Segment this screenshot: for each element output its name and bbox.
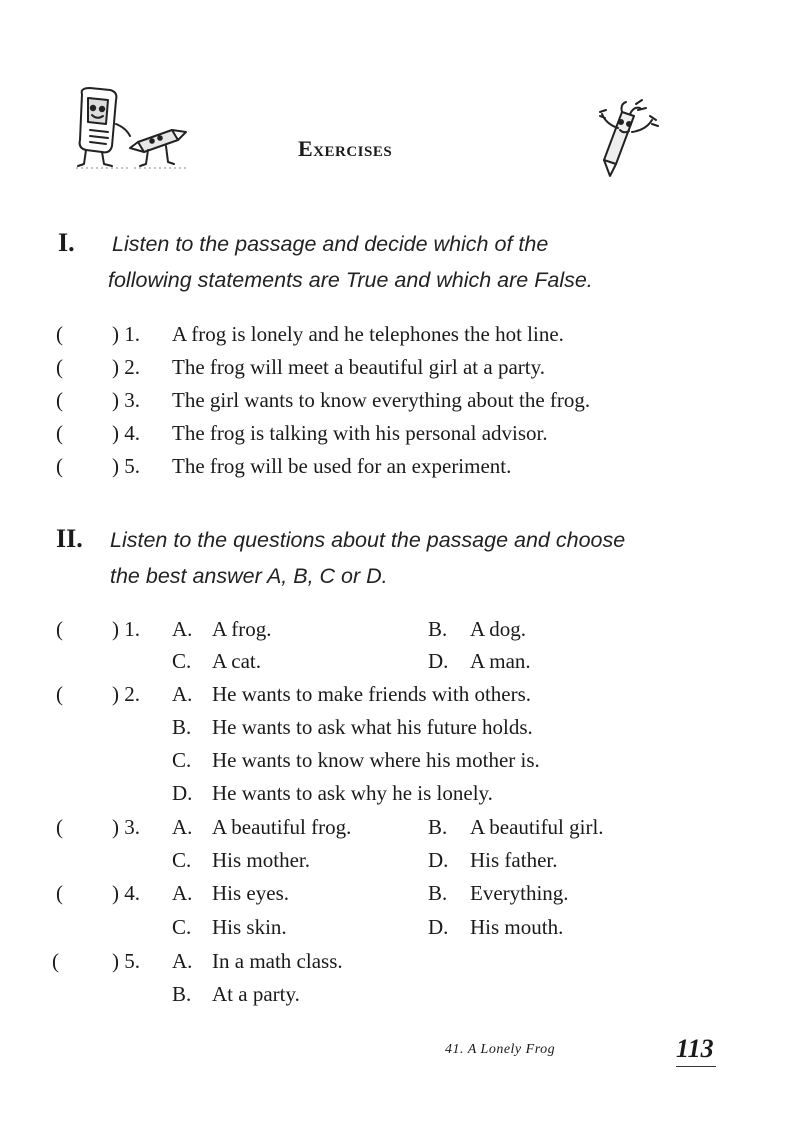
option-text: A man. [470, 649, 531, 673]
statement-text: The girl wants to know everything about the frog. [172, 388, 591, 412]
item-number: ) 5. [112, 454, 140, 478]
option-text: A beautiful frog. [212, 815, 352, 839]
question-number: ) 5. [112, 949, 140, 973]
option-label: A. [172, 815, 193, 839]
option-label: A. [172, 949, 193, 973]
option-label: D. [428, 649, 449, 673]
answer-blank[interactable]: ( [56, 388, 63, 412]
section-2-number: II. [56, 524, 83, 553]
cartoon-phone-and-pencil-icon [68, 84, 203, 174]
section-2-instruction-line1: Listen to the questions about the passage and choose [110, 528, 626, 552]
answer-blank[interactable]: ( [56, 617, 63, 641]
answer-blank[interactable]: ( [56, 682, 63, 706]
option-label: B. [428, 881, 448, 905]
section-1-instruction-line1: Listen to the passage and decide which of the [112, 232, 549, 256]
option-label: C. [172, 915, 192, 939]
option-text: A frog. [212, 617, 272, 641]
answer-blank[interactable]: ( [56, 322, 63, 346]
option-text: He wants to make friends with others. [212, 682, 532, 706]
item-number: ) 4. [112, 421, 140, 445]
option-text: At a party. [212, 982, 300, 1006]
item-number: ) 1. [112, 322, 140, 346]
option-text: His skin. [212, 915, 287, 939]
answer-blank[interactable]: ( [56, 454, 63, 478]
option-text: A dog. [470, 617, 527, 641]
option-label: B. [172, 982, 192, 1006]
option-label: D. [428, 915, 449, 939]
option-text: His eyes. [212, 881, 289, 905]
footer-lesson-title: 41. A Lonely Frog [445, 1042, 556, 1057]
option-label: A. [172, 881, 193, 905]
option-text: He wants to ask what his future holds. [212, 715, 533, 739]
option-label: C. [172, 649, 192, 673]
page-number: 113 [676, 1034, 714, 1063]
option-label: C. [172, 748, 192, 772]
question-number: ) 1. [112, 617, 140, 641]
option-label: D. [428, 848, 449, 872]
item-number: ) 2. [112, 355, 140, 379]
option-text: A beautiful girl. [470, 815, 604, 839]
answer-blank[interactable]: ( [56, 815, 63, 839]
answer-blank[interactable]: ( [56, 355, 63, 379]
option-text: His father. [470, 848, 558, 872]
statement-text: The frog is talking with his personal advisor. [172, 421, 548, 445]
option-label: D. [172, 781, 193, 805]
page-title: Exercises [298, 136, 393, 161]
option-label: B. [172, 715, 192, 739]
option-label: B. [428, 815, 448, 839]
answer-blank[interactable]: ( [56, 881, 63, 905]
cartoon-pencil-icon [596, 98, 668, 180]
statement-text: The frog will meet a beautiful girl at a party. [172, 355, 545, 379]
section-1-number: I. [58, 228, 75, 257]
option-label: A. [172, 617, 193, 641]
answer-blank[interactable]: ( [56, 421, 63, 445]
statement-text: A frog is lonely and he telephones the hot line. [172, 322, 564, 346]
item-number: ) 3. [112, 388, 140, 412]
option-text: He wants to ask why he is lonely. [212, 781, 493, 805]
statement-text: The frog will be used for an experiment. [172, 454, 512, 478]
section-1-instruction-line2: following statements are True and which are False. [108, 268, 593, 292]
option-text: In a math class. [212, 949, 343, 973]
question-number: ) 3. [112, 815, 140, 839]
question-number: ) 4. [112, 881, 140, 905]
option-text: He wants to know where his mother is. [212, 748, 540, 772]
option-text: His mother. [212, 848, 310, 872]
option-text: Everything. [470, 881, 569, 905]
section-2-instruction-line2: the best answer A, B, C or D. [110, 564, 388, 588]
question-number: ) 2. [112, 682, 140, 706]
option-text: His mouth. [470, 915, 564, 939]
option-label: B. [428, 617, 448, 641]
option-label: A. [172, 682, 193, 706]
option-text: A cat. [212, 649, 261, 673]
answer-blank[interactable]: ( [52, 949, 59, 973]
option-label: C. [172, 848, 192, 872]
page-number-underline [676, 1066, 716, 1067]
